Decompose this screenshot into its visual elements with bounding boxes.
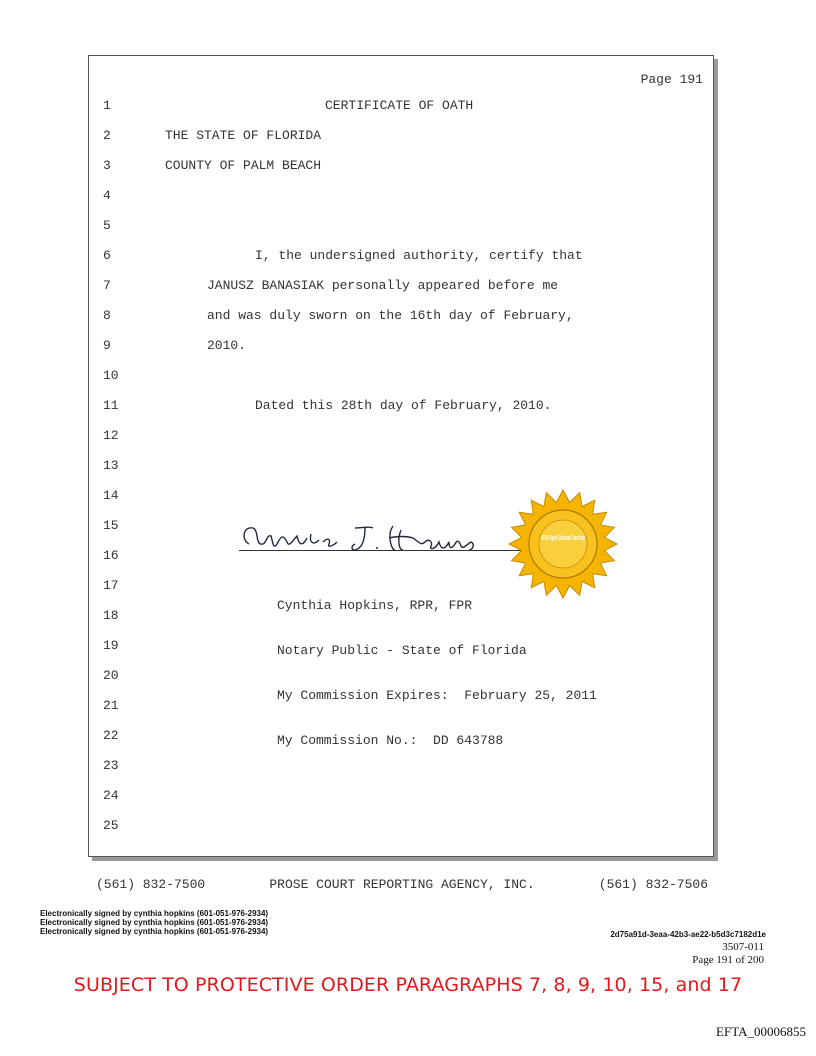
document-id-block bbox=[692, 941, 764, 967]
footer-agency: PROSE COURT REPORTING AGENCY, INC. bbox=[269, 877, 535, 892]
line-number: 14 bbox=[103, 488, 119, 503]
line-text: and was duly sworn on the 16th day of February, bbox=[207, 308, 574, 323]
protective-order-banner: SUBJECT TO PROTECTIVE ORDER PARAGRAPHS 7, 8, 9, 10, 15, and 17 bbox=[73, 974, 743, 996]
line-number: 8 bbox=[103, 308, 111, 323]
line-number: 12 bbox=[103, 428, 119, 443]
seal-text: NCRA Signed Electronic Transcript bbox=[541, 535, 586, 542]
line-number: 23 bbox=[103, 758, 119, 773]
line-number: 21 bbox=[103, 698, 119, 713]
transcript-line bbox=[89, 246, 709, 266]
page-of: Page 191 of 200 bbox=[692, 954, 764, 966]
line-text: THE STATE OF FLORIDA bbox=[165, 128, 322, 143]
transcript-line bbox=[89, 126, 709, 146]
line-number: 5 bbox=[103, 218, 111, 233]
transcript-line bbox=[89, 456, 709, 476]
page-number: Page 191 bbox=[640, 72, 703, 87]
signature-image bbox=[237, 520, 507, 558]
line-number: 13 bbox=[103, 458, 119, 473]
line-number: 24 bbox=[103, 788, 119, 803]
document-hash: 2d75a91d-3eaa-42b3-ae22-b5d3c7182d1e bbox=[610, 930, 766, 939]
line-text: I, the undersigned authority, certify that bbox=[255, 248, 583, 263]
esign-block bbox=[40, 909, 268, 936]
esign-line: Electronically signed by cynthia hopkins (601-051-976-2934) bbox=[40, 909, 269, 918]
bates-number: EFTA_00006855 bbox=[716, 1024, 806, 1039]
esign-line: Electronically signed by cynthia hopkins (601-051-976-2934) bbox=[40, 918, 269, 927]
case-number: 3507-011 bbox=[722, 941, 764, 953]
transcript-line bbox=[89, 366, 709, 386]
transcript-line bbox=[89, 186, 709, 206]
line-number: 25 bbox=[103, 818, 119, 833]
commission-number: My Commission No.: DD 643788 bbox=[277, 733, 504, 748]
transcript-line bbox=[89, 96, 709, 116]
line-number: 3 bbox=[103, 158, 111, 173]
line-number: 4 bbox=[103, 188, 111, 203]
transcript-line bbox=[89, 216, 709, 236]
line-number: 18 bbox=[103, 608, 119, 623]
line-number: 15 bbox=[103, 518, 119, 533]
line-number: 22 bbox=[103, 728, 119, 743]
transcript-line bbox=[89, 306, 709, 326]
page-footer bbox=[88, 877, 716, 892]
line-text: Dated this 28th day of February, 2010. bbox=[255, 398, 552, 413]
line-number: 11 bbox=[103, 398, 119, 413]
line-number: 20 bbox=[103, 668, 119, 683]
commission-expires: My Commission Expires: February 25, 2011 bbox=[277, 688, 597, 703]
line-number: 16 bbox=[103, 548, 119, 563]
line-number: 2 bbox=[103, 128, 111, 143]
line-text: JANUSZ BANASIAK personally appeared before me bbox=[207, 278, 559, 293]
line-number: 1 bbox=[103, 98, 111, 113]
line-number: 6 bbox=[103, 248, 111, 263]
transcript-line bbox=[89, 156, 709, 176]
transcript-line bbox=[89, 816, 709, 836]
transcript-page bbox=[88, 55, 714, 857]
esign-line: Electronically signed by cynthia hopkins (601-051-976-2934) bbox=[40, 927, 269, 936]
transcript-line bbox=[89, 396, 709, 416]
notary-title: Notary Public - State of Florida bbox=[277, 643, 527, 658]
line-text: CERTIFICATE OF OATH bbox=[325, 98, 474, 113]
transcript-line bbox=[89, 426, 709, 446]
transcript-line bbox=[89, 786, 709, 806]
line-number: 19 bbox=[103, 638, 119, 653]
line-number: 9 bbox=[103, 338, 111, 353]
line-text: 2010. bbox=[207, 338, 247, 353]
line-number: 10 bbox=[103, 368, 119, 383]
line-number: 7 bbox=[103, 278, 111, 293]
transcript-line bbox=[89, 276, 709, 296]
transcript-line bbox=[89, 336, 709, 356]
line-number: 17 bbox=[103, 578, 119, 593]
footer-phone-right: (561) 832-7506 bbox=[598, 877, 708, 892]
notary-block bbox=[277, 568, 597, 778]
footer-phone-left: (561) 832-7500 bbox=[96, 877, 206, 892]
line-text: COUNTY OF PALM BEACH bbox=[165, 158, 322, 173]
notary-name: Cynthia Hopkins, RPR, FPR bbox=[277, 598, 473, 613]
